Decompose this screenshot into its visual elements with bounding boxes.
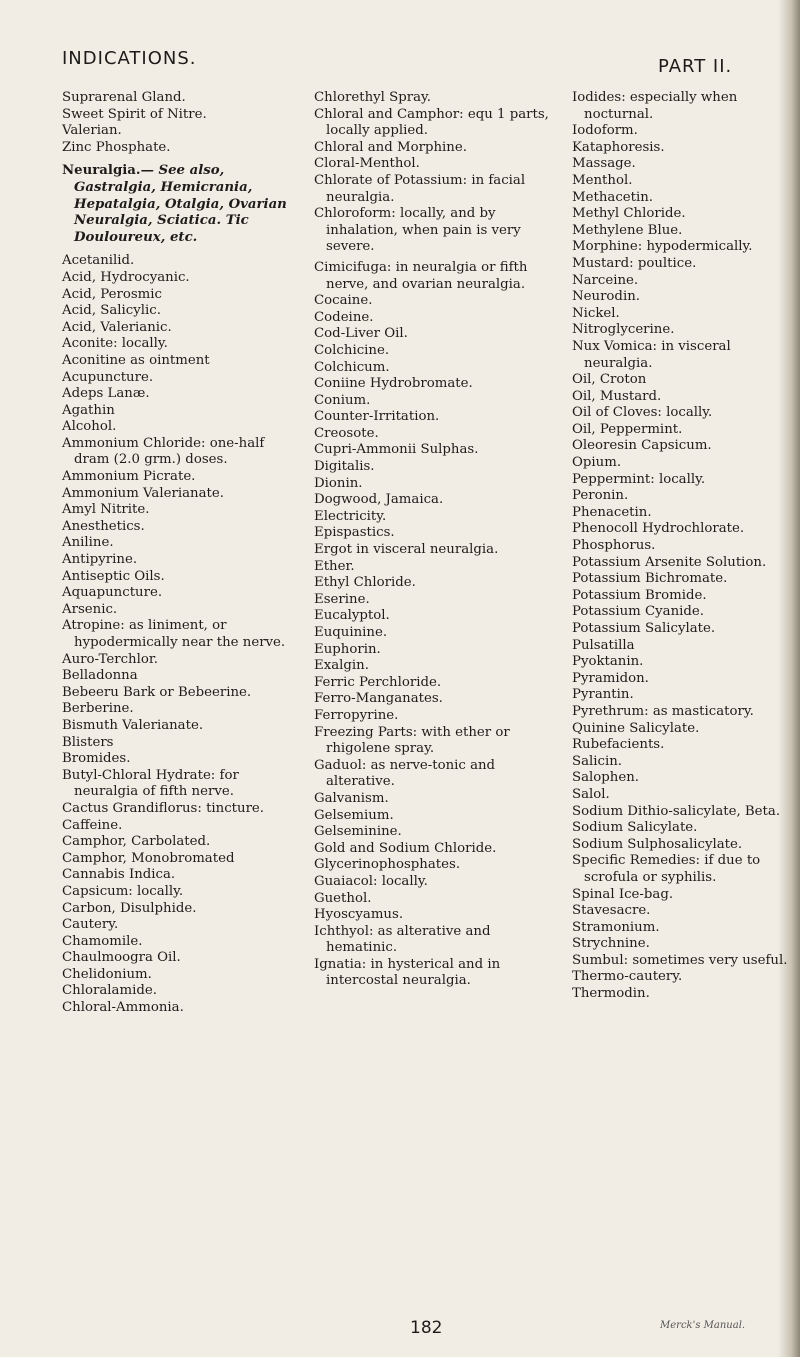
list-item: Gelsemium.	[314, 807, 394, 823]
column-1	[62, 90, 302, 1017]
list-item: Atropine: as liniment, or hypodermically near the nerve.	[62, 618, 286, 650]
list-item: Cloral-Menthol.	[314, 156, 420, 172]
list-item: Alcohol.	[62, 419, 117, 435]
list-item: Kataphoresis.	[572, 139, 665, 155]
list-item: Berberine.	[62, 701, 134, 717]
list-item: Glycerinophosphates.	[314, 857, 461, 873]
list-item: Codeine.	[314, 309, 374, 325]
list-item: Rubefacients.	[572, 737, 665, 753]
list-item: Stramonium.	[572, 919, 660, 935]
column-1-list	[62, 253, 302, 1016]
list-item: Belladonna	[62, 668, 138, 684]
list-item: Eucalyptol.	[314, 608, 390, 624]
list-item: Ergot in visceral neuralgia.	[314, 542, 499, 558]
list-item: Stavesacre.	[572, 903, 651, 919]
list-item: Opium.	[572, 455, 622, 471]
list-item: Strychnine.	[572, 936, 650, 952]
list-item: Colchicine.	[314, 342, 390, 358]
list-item: Morphine: hypodermically.	[572, 239, 753, 255]
list-item: Ether.	[314, 558, 355, 574]
list-item: Euquinine.	[314, 625, 388, 640]
list-item: Methylene Blue.	[572, 222, 683, 238]
list-item: Phosphorus.	[572, 538, 656, 554]
list-item: Phenacetin.	[572, 504, 652, 520]
list-item: Spinal Ice-bag.	[572, 886, 674, 902]
list-item: Nux Vomica: in visceral neuralgia.	[572, 338, 731, 371]
list-item: Dogwood, Jamaica.	[314, 492, 444, 508]
list-item: Ferropyrine.	[314, 707, 399, 723]
list-item: Salol.	[572, 786, 610, 802]
list-item: Adeps Lanæ.	[62, 386, 150, 402]
list-item: Acid, Hydrocyanic.	[62, 269, 190, 285]
running-header-left: INDICATIONS.	[62, 48, 197, 69]
list-item: Creosote.	[314, 425, 379, 441]
list-item: Hyoscyamus.	[314, 907, 404, 923]
list-item: Potassium Bichromate.	[572, 571, 728, 587]
list-item: Acid, Valerianic.	[62, 319, 172, 335]
list-item: Antipyrine.	[62, 552, 138, 568]
list-item: Cimicifuga: in neuralgia or fifth nerve, and ovarian neuralgia.	[314, 259, 528, 292]
list-item: Mustard: poultice.	[572, 255, 697, 271]
list-item: Potassium Arsenite Solution.	[572, 554, 767, 570]
list-item: Guethol.	[314, 890, 372, 906]
neuralgia-heading	[62, 163, 302, 246]
list-item: Nitroglycerine.	[572, 322, 675, 338]
list-item: Sweet Spirit of Nitre.	[62, 106, 207, 122]
list-item: Aconitine as ointment	[62, 352, 210, 368]
list-item: Blisters	[62, 734, 114, 750]
neuralgia-see-also: — See also, Gastralgia, Hemicrania, Hepatalgia, Otalgia, Ovarian Neuralgia, Sciatica. Tic Douloureux, etc.	[74, 163, 287, 245]
list-item: Arsenic.	[62, 601, 118, 617]
column-2	[314, 90, 554, 990]
list-item: Chloral and Camphor: equ 1 parts, locally applied.	[314, 106, 549, 139]
list-item: Peronin.	[572, 488, 629, 504]
list-item: Gold and Sodium Chloride.	[314, 840, 497, 856]
list-item: Electricity.	[314, 508, 387, 524]
list-item: Zinc Phosphate.	[62, 139, 171, 155]
list-item: Pyoktanin.	[572, 654, 644, 670]
list-item: Narceine.	[572, 272, 639, 288]
page-number: 182	[410, 1318, 443, 1338]
list-item: Oleoresin Capsicum.	[572, 438, 712, 454]
list-item: Camphor, Monobromated	[62, 850, 235, 866]
list-item: Capsicum: locally.	[62, 883, 184, 899]
list-item: Epispastics.	[314, 525, 395, 541]
list-item: Sodium Sulphosalicylate.	[572, 836, 743, 852]
list-item: Ammonium Valerianate.	[62, 485, 224, 501]
list-item: Oil, Croton	[572, 372, 647, 388]
list-item: Chamomile.	[62, 933, 143, 949]
list-item: Ferric Perchloride.	[314, 674, 442, 690]
list-item: Camphor, Carbolated.	[62, 834, 211, 850]
list-item: Cannabis Indica.	[62, 867, 176, 883]
list-item: Cocaine.	[314, 293, 373, 309]
list-item: Gaduol: as nerve-tonic and alterative.	[314, 757, 496, 790]
list-item: Oil of Cloves: locally.	[572, 405, 713, 421]
list-item: Peppermint: locally.	[572, 471, 706, 487]
list-item: Counter-Irritation.	[314, 409, 440, 425]
list-item: Ammonium Chloride: one-half dram (2.0 grm.) doses.	[62, 435, 265, 468]
list-item: Suprarenal Gland.	[62, 90, 186, 105]
list-item: Bismuth Valerianate.	[62, 717, 204, 733]
list-item: Iodoform.	[572, 123, 638, 139]
list-item: Thermo-cautery.	[572, 969, 683, 985]
list-item: Cautery.	[62, 917, 119, 933]
list-item: Methyl Chloride.	[572, 206, 686, 222]
list-item: Anesthetics.	[62, 518, 145, 534]
neuralgia-title: Neuralgia.	[62, 163, 141, 179]
footer-mark: Merck's Manual.	[660, 1320, 746, 1331]
list-item: Chloral and Morphine.	[314, 139, 467, 155]
column-3	[572, 90, 800, 1003]
list-item: Sumbul: sometimes very useful.	[572, 952, 788, 968]
column-1-top-list	[62, 90, 302, 156]
list-item: Oil, Peppermint.	[572, 421, 683, 437]
list-item: Cod-Liver Oil.	[314, 326, 408, 342]
list-item: Aniline.	[62, 535, 114, 551]
list-item: Salophen.	[572, 770, 640, 786]
list-item: Nickel.	[572, 305, 620, 321]
list-item: Chelidonium.	[62, 966, 152, 982]
list-item: Chaulmoogra Oil.	[62, 950, 181, 966]
list-item: Sodium Salicylate.	[572, 820, 698, 836]
list-item: Dionin.	[314, 475, 363, 491]
list-item: Ichthyol: as alterative and hematinic.	[314, 923, 491, 956]
list-item: Auro-Terchlor.	[62, 651, 158, 667]
list-item: Acupuncture.	[62, 369, 154, 385]
column-3-list	[572, 90, 800, 1003]
list-item: Pulsatilla	[572, 637, 635, 653]
list-item: Antiseptic Oils.	[62, 568, 165, 584]
list-item: Chloralamide.	[62, 983, 157, 999]
list-item: Neurodin.	[572, 289, 640, 305]
list-item: Exalgin.	[314, 658, 369, 674]
list-item: Iodides: especially when nocturnal.	[572, 90, 738, 122]
list-item: Colchicum.	[314, 359, 390, 375]
list-item: Specific Remedies: if due to scrofula or syphilis.	[572, 853, 761, 885]
list-item: Cupri-Ammonii Sulphas.	[314, 442, 479, 458]
column-2-list	[314, 90, 554, 990]
list-item: Massage.	[572, 156, 636, 172]
list-item: Agathin	[62, 402, 115, 418]
list-item: Bebeeru Bark or Bebeerine.	[62, 684, 252, 700]
list-item: Gelseminine.	[314, 824, 402, 840]
list-item: Chlorate of Potassium: in facial neuralgia.	[314, 172, 526, 205]
list-item: Amyl Nitrite.	[62, 502, 150, 518]
list-item: Potassium Salicylate.	[572, 621, 716, 636]
list-item: Coniine Hydrobromate.	[314, 376, 473, 392]
list-item: Phenocoll Hydrochlorate.	[572, 521, 745, 537]
list-item: Digitalis.	[314, 459, 375, 475]
list-item: Freezing Parts: with ether or rhigolene spray.	[314, 724, 510, 757]
running-header-right: PART II.	[658, 56, 733, 77]
list-item: Galvanism.	[314, 790, 389, 806]
list-item: Salicin.	[572, 753, 623, 769]
list-item: Valerian.	[62, 123, 122, 139]
list-item: Butyl-Chloral Hydrate: for neuralgia of fifth nerve.	[62, 767, 239, 800]
list-item: Cactus Grandiflorus: tincture.	[62, 800, 265, 816]
list-item: Carbon, Disulphide.	[62, 900, 197, 916]
list-item: Sodium Dithio-salicylate, Beta.	[572, 803, 781, 819]
list-item: Caffeine.	[62, 817, 123, 833]
list-item: Pyrantin.	[572, 687, 634, 703]
list-item: Chlorethyl Spray.	[314, 90, 431, 105]
list-item: Conium.	[314, 392, 371, 408]
list-item: Ammonium Picrate.	[62, 469, 196, 485]
list-item: Quinine Salicylate.	[572, 720, 700, 736]
list-item: Chloral-Ammonia.	[62, 1000, 184, 1016]
list-item: Potassium Bromide.	[572, 587, 707, 603]
list-item: Euphorin.	[314, 641, 381, 657]
list-item: Acid, Perosmic	[62, 286, 162, 302]
list-item: Chloroform: locally, and by inhalation, when pain is very severe.	[314, 206, 521, 255]
list-item: Ferro-Manganates.	[314, 691, 443, 707]
list-item: Pyrethrum: as masticatory.	[572, 703, 754, 719]
list-item: Pyramidon.	[572, 670, 649, 686]
list-item: Acid, Salicylic.	[62, 303, 161, 319]
list-item: Guaiacol: locally.	[314, 873, 428, 889]
list-item: Ignatia: in hysterical and in intercostal neuralgia.	[314, 956, 501, 989]
list-item: Ethyl Chloride.	[314, 575, 416, 591]
list-item: Aconite: locally.	[62, 336, 168, 352]
list-item: Acetanilid.	[62, 253, 135, 269]
list-item: Menthol.	[572, 172, 633, 188]
list-item: Aquapuncture.	[62, 585, 163, 601]
list-item: Eserine.	[314, 591, 370, 607]
list-item: Methacetin.	[572, 189, 654, 205]
list-item: Thermodin.	[572, 986, 650, 1002]
list-item: Oil, Mustard.	[572, 388, 662, 404]
list-item: Potassium Cyanide.	[572, 604, 705, 620]
list-item: Bromides.	[62, 751, 131, 767]
